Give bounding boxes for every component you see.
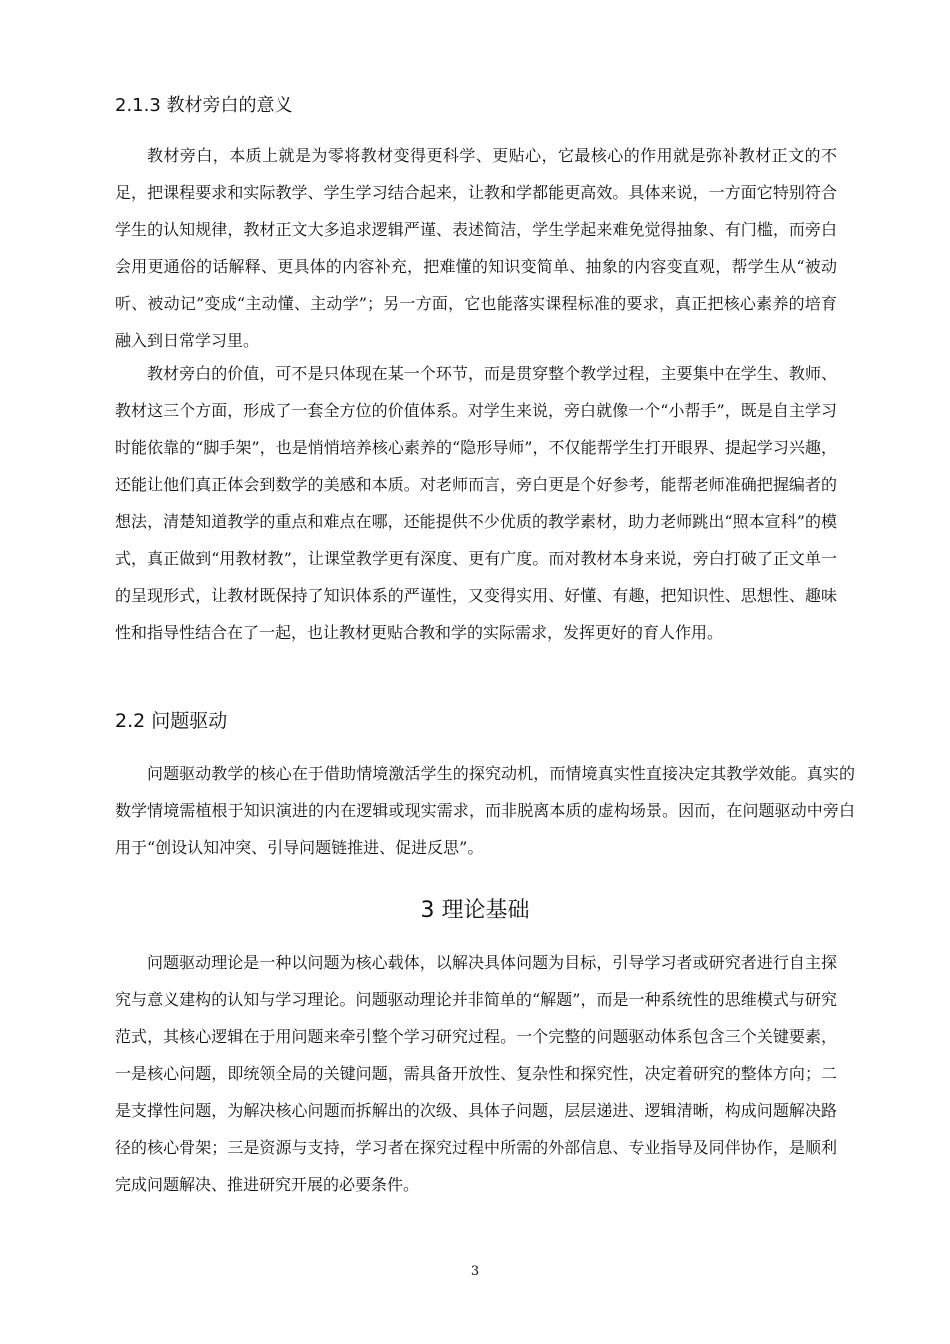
- page-number: 3: [470, 1264, 480, 1279]
- section-heading-2-2: 2.2 问题驱动: [115, 710, 228, 732]
- paragraph-problem-driven: 问题驱动教学的核心在于借助情境激活学生的探究动机，而情境真实性直接决定其教学效能。真实的数学情境需植根于知识演进的内在逻辑或现实需求，而非脱离本质的虚构场景。因而，在问题驱动中旁白用于“创设认知冲突、引导问题链推进、促进反思”。: [115, 764, 855, 857]
- paragraph-annotation-meaning: 教材旁白，本质上就是为零将教材变得更科学、更贴心，它最核心的作用就是弥补教材正文的不足，把课程要求和实际教学、学生学习结合起来，让教和学都能更高效。具体来说，一方面它特别符合学生的认知规律，教材正文大多追求逻辑严谨、表述简洁，学生学起来难免觉得抽象、有门槛，而旁白会用更通俗的话解释、更具体的内容补充，把难懂的知识变简单、抽象的内容变直观，帮学生从“被动听、被动记”变成“主动懂、主动学”；另一方面，它也能落实课程标准的要求，真正把核心素养的培育融入到日常学习里。: [115, 146, 837, 350]
- paragraph-annotation-value: 教材旁白的价值，可不是只体现在某一个环节，而是贯穿整个教学过程，主要集中在学生、教师、教材这三个方面，形成了一套全方位的价值体系。对学生来说，旁白就像一个“小帮手”，既是自主学习时能依靠的“脚手架”，也是悄悄培养核心素养的“隐形导师”，不仅能帮学生打开眼界、提起学习兴趣，还能让他们真正体会到数学的美感和本质。对老师而言，旁白更是个好参考，能帮老师准确把握编者的想法，清楚知道教学的重点和难点在哪，还能提供不少优质的教学素材，助力老师跳出“照本宣科”的模式，真正做到“用教材教”，让课堂教学更有深度、更有广度。而对教材本身来说，旁白打破了正文单一的呈现形式，让教材既保持了知识体系的严谨性，又变得实用、好懂、有趣，把知识性、思想性、趣味性和指导性结合在了一起，也让教材更贴合教和学的实际需求，发挥更好的育人作用。: [115, 364, 837, 642]
- paragraph-theory: 问题驱动理论是一种以问题为核心载体，以解决具体问题为目标，引导学习者或研究者进行自主探究与意义建构的认知与学习理论。问题驱动理论并非简单的“解题”，而是一种系统性的思维模式与研究范式，其核心逻辑在于用问题来牵引整个学习研究过程。一个完整的问题驱动体系包含三个关键要素，一是核心问题，即统领全局的关键问题，需具备开放性、复杂性和探究性，决定着研究的整体方向；二是支撑性问题，为解决核心问题而拆解出的次级、具体子问题，层层递进、逻辑清晰，构成问题解决路径的核心骨架；三是资源与支持，学习者在探究过程中所需的外部信息、专业指导及同伴协作，是顺利完成问题解决、推进研究开展的必要条件。: [115, 953, 837, 1194]
- section-heading-2-1-3: 2.1.3 教材旁白的意义: [115, 95, 293, 116]
- chapter-heading-3: 3 理论基础: [420, 898, 530, 923]
